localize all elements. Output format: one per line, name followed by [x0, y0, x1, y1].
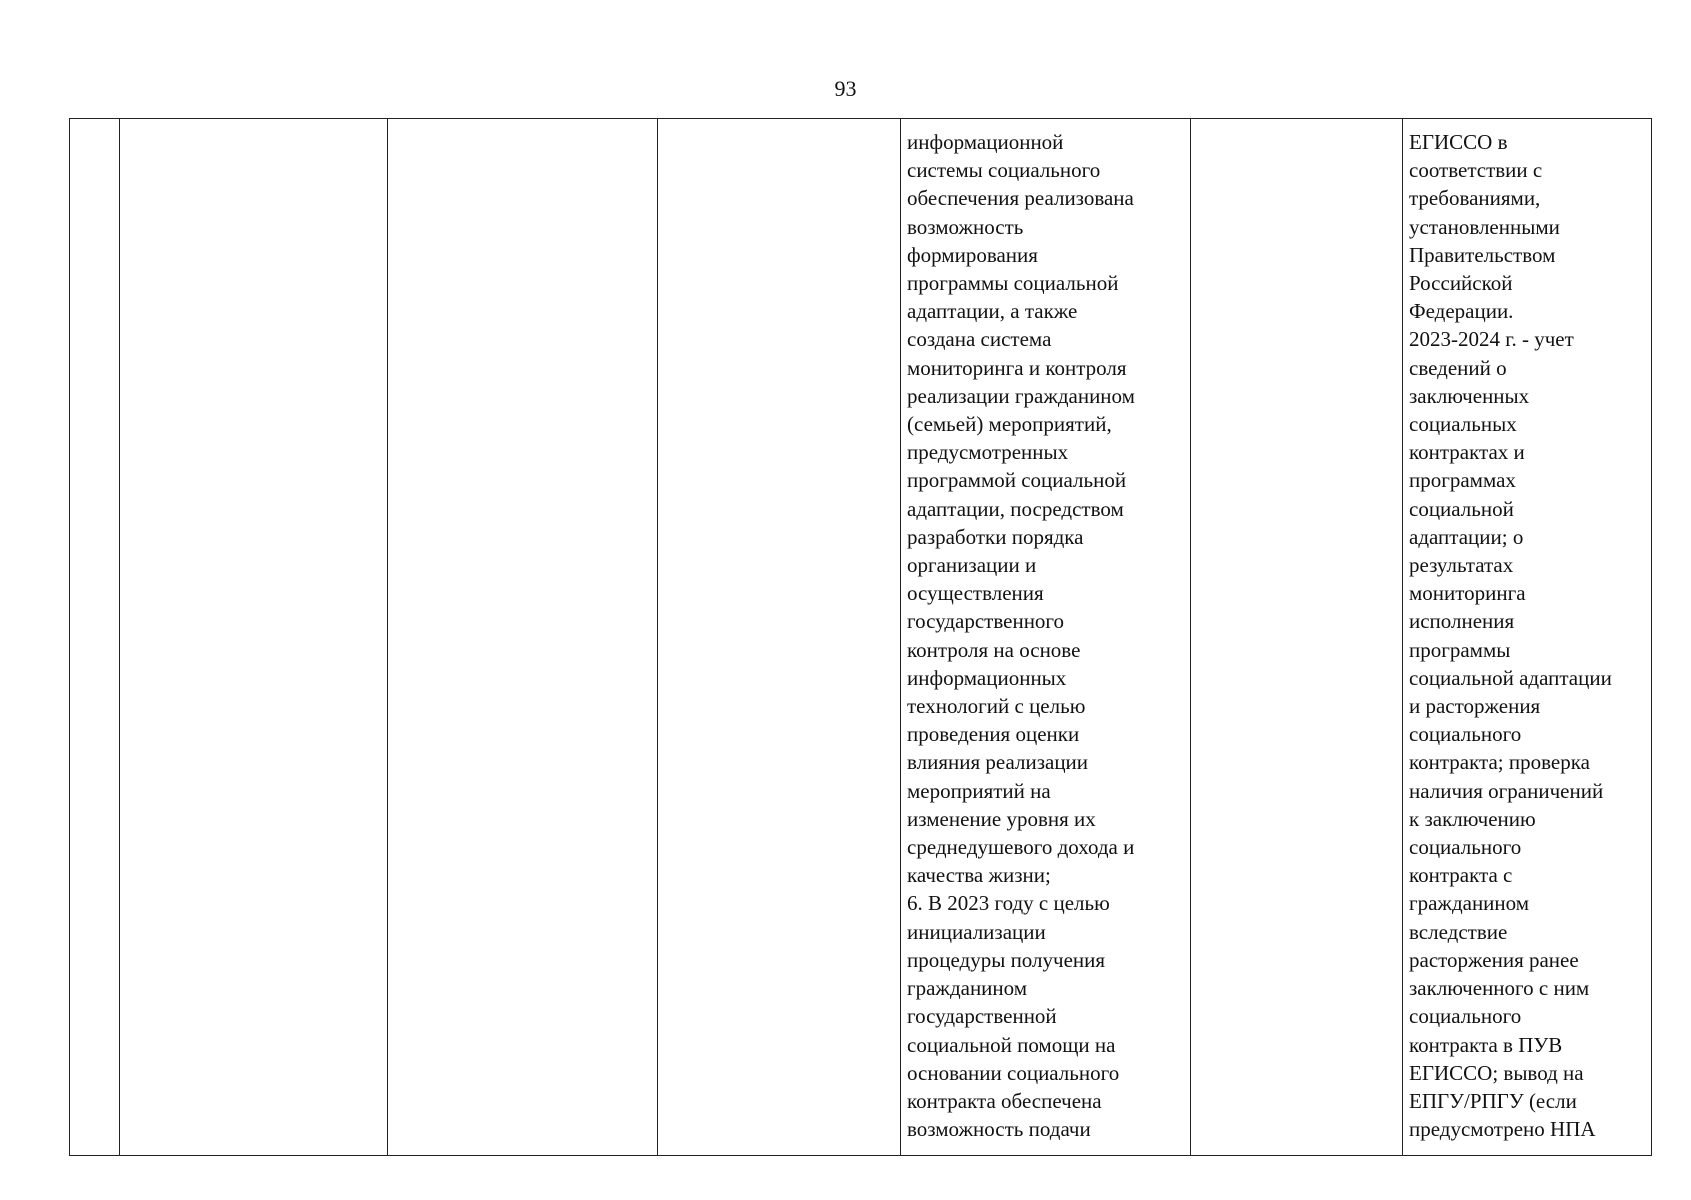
table-cell-col-3 [388, 119, 658, 1156]
table-cell-col-2 [120, 119, 388, 1156]
cell-text [70, 119, 119, 128]
table-cell-col-5 [901, 119, 1191, 1156]
table-row [70, 119, 1652, 1156]
cell-text [658, 119, 900, 128]
table-cell-col-1 [70, 119, 120, 1156]
table-cell-col-7 [1403, 119, 1652, 1156]
page-number: 93 [834, 76, 857, 101]
table-cell-col-6 [1191, 119, 1403, 1156]
cell-text-measures: информационной системы социального обеспечения реализована возможность формирования программы социальной адаптации, а также создана система мониторинга и контроля реализации гражданином (семьей) мероприятий, предусмотренных программой социальной адаптации, посредством разработки порядка организации и осуществления государственного контроля на основе информационных технологий с целью проведения оценки влияния реализации мероприятий на изменение уровня их среднедушевого дохода и качества жизни; 6. В 2023 году с целью инициализации процедуры получения гражданином государственной социальной помощи на основании социального контракта обеспечена возможность подачи [907, 130, 1135, 1142]
cell-text [120, 119, 387, 128]
cell-text [1191, 119, 1402, 128]
table-cell-col-4 [658, 119, 901, 1156]
document-table [69, 118, 1652, 1156]
cell-text-results: ЕГИССО в соответствии с требованиями, установленными Правительством Российской Федерации. 2023-2024 г. - учет сведений о заключенных социальных контрактах и программах социальной адаптации; о результатах мониторинга исполнения программы социальной адаптации и расторжения социального контракта; проверка наличия ограничений к заключению социального контракта с гражданином вследствие расторжения ранее заключенного с ним социального контракта в ПУВ ЕГИССО; вывод на ЕПГУ/РПГУ (если предусмотрено НПА [1409, 130, 1612, 1142]
cell-text [388, 119, 657, 128]
